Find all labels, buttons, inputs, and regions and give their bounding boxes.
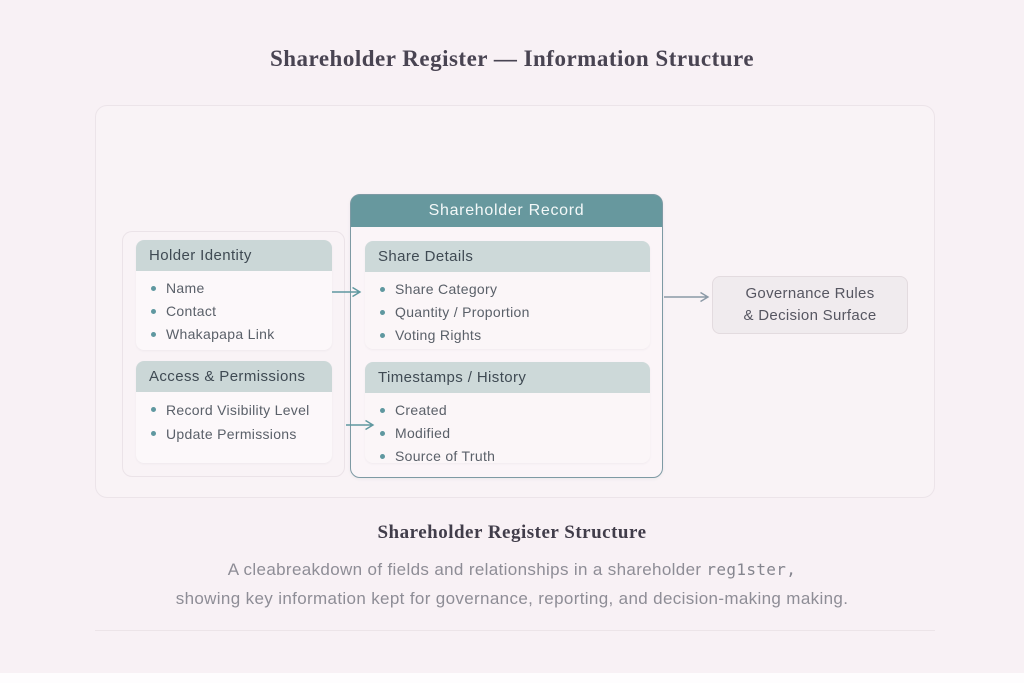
list-item: [151, 323, 326, 346]
holder-identity-card: [136, 240, 332, 350]
list-item: [380, 422, 644, 445]
access-permissions-title: Access & Permissions: [136, 361, 332, 392]
bullet-icon: [380, 310, 385, 315]
governance-rules-box: [712, 276, 908, 334]
timestamps-history-list: [365, 393, 650, 463]
list-item-label: Name: [166, 280, 205, 297]
bullet-icon: [380, 408, 385, 413]
list-item-label: Record Visibility Level: [166, 401, 310, 418]
governance-rules-line1: Governance Rules: [745, 285, 875, 303]
list-item: [380, 399, 644, 422]
bullet-icon: [380, 431, 385, 436]
timestamps-history-title: Timestamps / History: [365, 362, 650, 393]
list-item-label: Update Permissions: [166, 425, 297, 442]
caption-title: Shareholder Register Structure: [377, 522, 647, 543]
list-item: [151, 277, 326, 300]
page-title: Shareholder Register — Information Structure: [269, 46, 755, 71]
bullet-icon: [151, 431, 156, 436]
access-permissions-list: [136, 392, 332, 452]
share-details-list: [365, 272, 650, 349]
list-item: [151, 422, 326, 446]
list-item: [151, 300, 326, 323]
list-item: [380, 278, 644, 301]
list-item: [380, 324, 644, 347]
bottom-strip: [0, 673, 1024, 683]
list-item-label: Source of Truth: [395, 448, 496, 463]
list-item-label: Quantity / Proportion: [395, 304, 530, 321]
bullet-icon: [151, 309, 156, 314]
bullet-icon: [380, 287, 385, 292]
caption-line-1: [0, 560, 1024, 580]
list-item-label: Contact: [166, 303, 217, 320]
timestamps-history-card: [365, 362, 650, 463]
bullet-icon: [151, 332, 156, 337]
list-item-label: Voting Rights: [395, 327, 482, 344]
list-item-label: Share Category: [395, 281, 498, 298]
bullet-icon: [380, 454, 385, 459]
list-item: [151, 398, 326, 422]
share-details-card: [365, 241, 650, 349]
shareholder-record-title: Shareholder Record: [351, 195, 662, 227]
caption-line-2: showing key information kept for governance, reporting, and decision-making making.: [175, 589, 849, 608]
caption-line-1-text: A cleabreakdown of fields and relationships in a shareholder: [227, 560, 702, 579]
footer-divider: [95, 630, 935, 631]
list-item: [380, 445, 644, 463]
bullet-icon: [151, 407, 156, 412]
access-permissions-card: [136, 361, 332, 463]
list-item-label: Modified: [395, 425, 451, 442]
share-details-title: Share Details: [365, 241, 650, 272]
list-item: [380, 301, 644, 324]
shareholder-record-box: [350, 194, 663, 478]
caption-line-1-code: reg1ster,: [706, 560, 797, 579]
holder-identity-title: Holder Identity: [136, 240, 332, 271]
list-item-label: Whakapapa Link: [166, 326, 275, 343]
holder-identity-list: [136, 271, 332, 350]
bullet-icon: [380, 333, 385, 338]
governance-rules-line2: & Decision Surface: [743, 307, 877, 324]
list-item-label: Created: [395, 402, 447, 419]
bullet-icon: [151, 286, 156, 291]
